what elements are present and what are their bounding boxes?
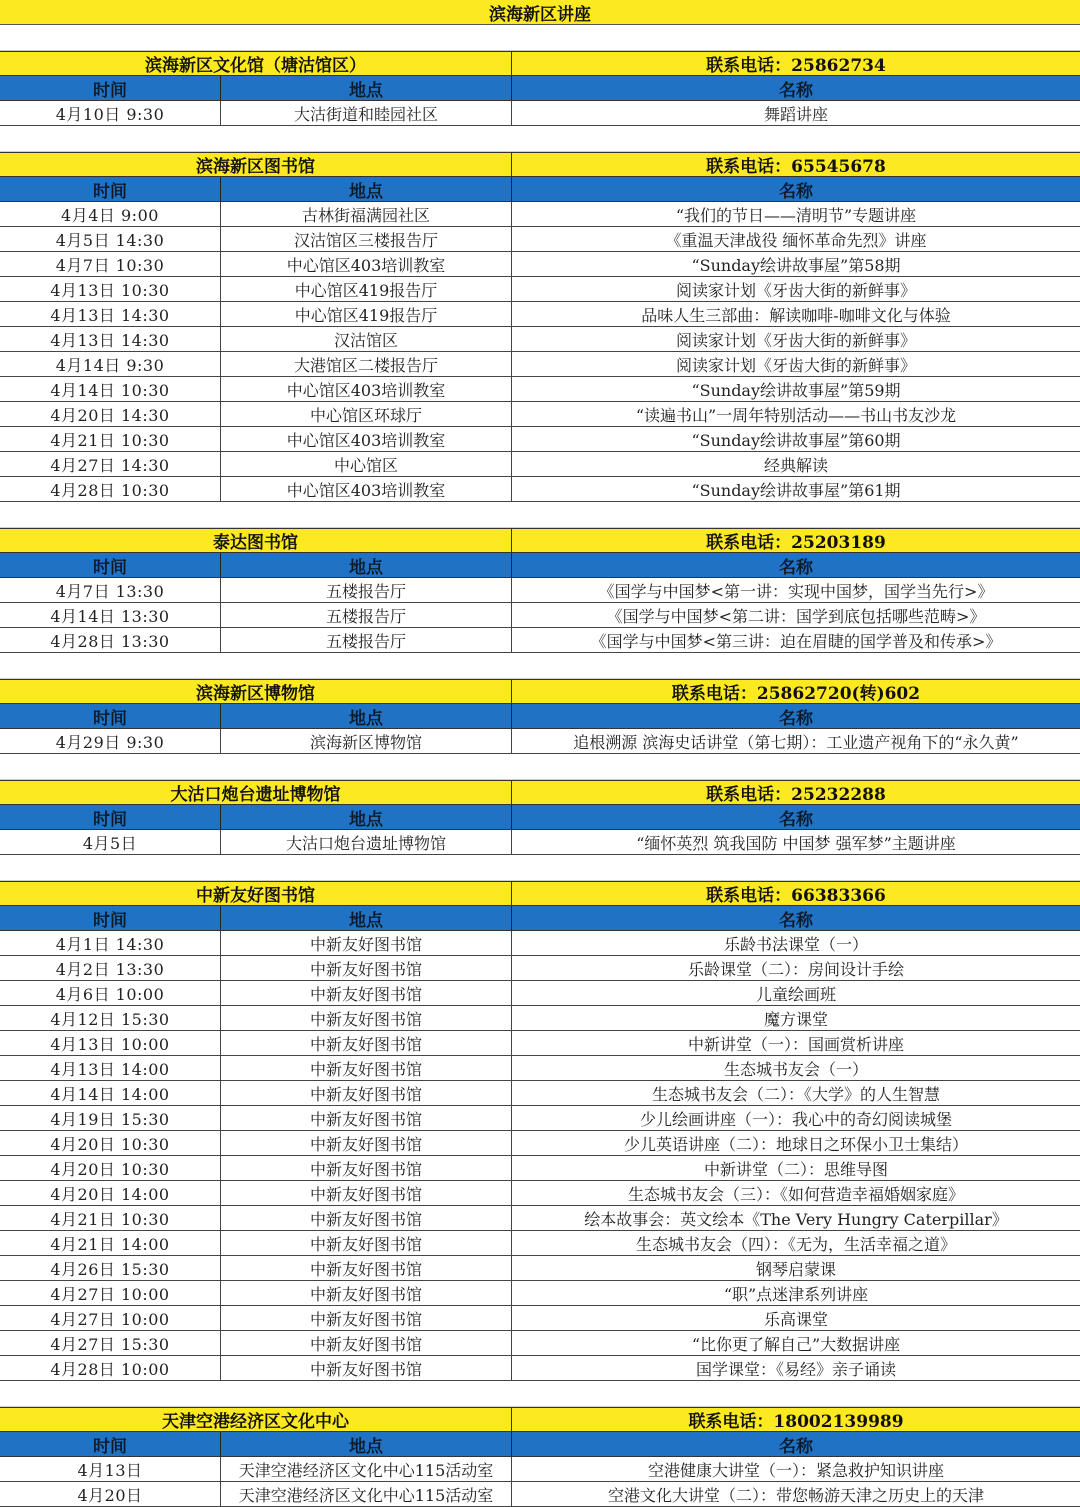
- cell-time: 4月2日 13:30: [0, 956, 221, 980]
- cell-time: 4月14日 14:00: [0, 1081, 221, 1105]
- venue-name: 天津空港经济区文化中心: [0, 1408, 512, 1431]
- venue-name: 大沽口炮台遗址博物馆: [0, 781, 512, 804]
- cell-place: 天津空港经济区文化中心115活动室: [221, 1482, 512, 1506]
- column-header-place: 地点: [221, 1432, 512, 1456]
- table-row: [0, 729, 1080, 754]
- column-header-row: [0, 906, 1080, 931]
- column-header-time: 时间: [0, 805, 221, 829]
- table-row: [0, 252, 1080, 277]
- column-header-place: 地点: [221, 805, 512, 829]
- cell-time: 4月20日 10:30: [0, 1131, 221, 1155]
- cell-time: 4月21日 10:30: [0, 1206, 221, 1230]
- column-header-time: 时间: [0, 1432, 221, 1456]
- cell-name: 空港健康大讲堂（一）：紧急救护知识讲座: [647, 1460, 944, 1480]
- column-header-row: [0, 704, 1080, 729]
- cell-time: 4月5日: [0, 830, 221, 854]
- table-row: [0, 1031, 1080, 1056]
- table-row: [0, 1131, 1080, 1156]
- cell-name: 品味人生三部曲：解读咖啡-咖啡文化与体验: [641, 305, 951, 325]
- venue-section: [0, 881, 1080, 1407]
- cell-name: 少儿绘画讲座（一）：我心中的奇幻阅读城堡: [639, 1109, 952, 1129]
- venue-section: [0, 679, 1080, 780]
- cell-name: 儿童绘画班: [755, 984, 836, 1004]
- table-row: [0, 1056, 1080, 1081]
- column-header-row: [0, 76, 1080, 101]
- venue-section: [0, 152, 1080, 528]
- cell-time: 4月13日 14:00: [0, 1056, 221, 1080]
- cell-place: 中心馆区419报告厅: [221, 277, 512, 301]
- cell-place: 中新友好图书馆: [221, 1156, 512, 1180]
- section-gap: [0, 1381, 1080, 1407]
- cell-place: 中新友好图书馆: [221, 1281, 512, 1305]
- table-row: [0, 1081, 1080, 1106]
- column-header-name: 名称: [779, 809, 813, 829]
- cell-time: 4月26日 15:30: [0, 1256, 221, 1280]
- table-row: [0, 477, 1080, 502]
- cell-time: 4月28日 10:30: [0, 477, 221, 501]
- section-gap: [0, 855, 1080, 881]
- cell-name: 《国学与中国梦<第一讲：实现中国梦，国学当先行>》: [598, 581, 994, 601]
- table-row: [0, 327, 1080, 352]
- venue-phone: 联系电话：66383366: [706, 886, 886, 905]
- cell-place: 滨海新区博物馆: [221, 729, 512, 753]
- column-header-name: 名称: [779, 910, 813, 930]
- table-row: [0, 402, 1080, 427]
- cell-time: 4月5日 14:30: [0, 227, 221, 251]
- cell-place: 汉沽馆区三楼报告厅: [221, 227, 512, 251]
- cell-place: 中新友好图书馆: [221, 1031, 512, 1055]
- table-row: [0, 1281, 1080, 1306]
- cell-name: 魔方课堂: [763, 1009, 828, 1029]
- cell-time: 4月13日 10:00: [0, 1031, 221, 1055]
- venue-section: [0, 1407, 1080, 1507]
- cell-name: 《国学与中国梦<第二讲：国学到底包括哪些范畴>》: [606, 606, 986, 626]
- column-header-time: 时间: [0, 177, 221, 201]
- table-row: [0, 931, 1080, 956]
- cell-place: 中新友好图书馆: [221, 1106, 512, 1130]
- table-row: [0, 377, 1080, 402]
- table-row: [0, 1206, 1080, 1231]
- venue-header-row: [0, 780, 1080, 805]
- cell-name: “比你更了解自己”大数据讲座: [691, 1334, 901, 1354]
- column-header-time: 时间: [0, 906, 221, 930]
- cell-place: 中心馆区环球厅: [221, 402, 512, 426]
- cell-place: 汉沽馆区: [221, 327, 512, 351]
- cell-place: 中新友好图书馆: [221, 1131, 512, 1155]
- table-row: [0, 1482, 1080, 1507]
- cell-place: 天津空港经济区文化中心115活动室: [221, 1457, 512, 1481]
- sheet-title: 滨海新区讲座: [489, 4, 591, 24]
- sheet-title-row: [0, 0, 1080, 25]
- venue-name: 滨海新区博物馆: [0, 680, 512, 703]
- cell-name: “缅怀英烈 筑我国防 中国梦 强军梦”主题讲座: [636, 833, 956, 853]
- cell-name: 阅读家计划《牙齿大街的新鲜事》: [675, 330, 916, 350]
- venue-header-row: [0, 679, 1080, 704]
- cell-time: 4月10日 9:30: [0, 101, 221, 125]
- column-header-row: [0, 553, 1080, 578]
- cell-name: “Sunday绘讲故事屋”第60期: [691, 430, 901, 450]
- cell-name: 乐龄课堂（二）：房间设计手绘: [687, 959, 904, 979]
- table-row: [0, 1356, 1080, 1381]
- column-header-place: 地点: [221, 76, 512, 100]
- cell-name: “Sunday绘讲故事屋”第58期: [691, 255, 901, 275]
- section-gap: [0, 653, 1080, 679]
- column-header-name: 名称: [779, 80, 813, 100]
- cell-time: 4月20日 14:00: [0, 1181, 221, 1205]
- table-row: [0, 981, 1080, 1006]
- cell-time: 4月6日 10:00: [0, 981, 221, 1005]
- venue-header-row: [0, 881, 1080, 906]
- column-header-row: [0, 177, 1080, 202]
- venue-name: 泰达图书馆: [0, 529, 512, 552]
- cell-time: 4月29日 9:30: [0, 729, 221, 753]
- cell-place: 中心馆区403培训教室: [221, 477, 512, 501]
- cell-name: 少儿英语讲座（二）：地球日之环保小卫士集结）: [623, 1134, 968, 1154]
- table-row: [0, 1331, 1080, 1356]
- cell-name: 中新讲堂（一）：国画赏析讲座: [687, 1034, 904, 1054]
- section-gap: [0, 754, 1080, 780]
- venue-header-row: [0, 1407, 1080, 1432]
- spacer-row: [0, 25, 1080, 51]
- cell-time: 4月13日 14:30: [0, 302, 221, 326]
- cell-name: 经典解读: [763, 455, 828, 475]
- cell-time: 4月14日 10:30: [0, 377, 221, 401]
- cell-place: 中新友好图书馆: [221, 1056, 512, 1080]
- table-row: [0, 1306, 1080, 1331]
- venue-name: 滨海新区图书馆: [0, 153, 512, 176]
- cell-time: 4月27日 10:00: [0, 1306, 221, 1330]
- cell-name: 《重温天津战役 缅怀革命先烈》讲座: [665, 230, 927, 250]
- table-row: [0, 101, 1080, 126]
- cell-time: 4月27日 15:30: [0, 1331, 221, 1355]
- table-row: [0, 452, 1080, 477]
- section-gap: [0, 502, 1080, 528]
- venue-phone: 联系电话：65545678: [706, 157, 886, 176]
- table-row: [0, 1156, 1080, 1181]
- table-row: [0, 830, 1080, 855]
- table-row: [0, 1231, 1080, 1256]
- column-header-place: 地点: [221, 177, 512, 201]
- table-row: [0, 202, 1080, 227]
- venue-section: [0, 528, 1080, 679]
- cell-name: “职”点迷津系列讲座: [723, 1284, 869, 1304]
- cell-name: “Sunday绘讲故事屋”第59期: [691, 380, 901, 400]
- cell-time: 4月21日 14:00: [0, 1231, 221, 1255]
- cell-name: 阅读家计划《牙齿大街的新鲜事》: [675, 280, 916, 300]
- cell-name: “Sunday绘讲故事屋”第61期: [691, 480, 901, 500]
- column-header-time: 时间: [0, 76, 221, 100]
- table-row: [0, 427, 1080, 452]
- cell-name: 阅读家计划《牙齿大街的新鲜事》: [675, 355, 916, 375]
- cell-place: 中新友好图书馆: [221, 1081, 512, 1105]
- cell-place: 古林街福满园社区: [221, 202, 512, 226]
- cell-place: 中新友好图书馆: [221, 1331, 512, 1355]
- column-header-name: 名称: [779, 708, 813, 728]
- cell-name: “读遍书山”一周年特别活动——书山书友沙龙: [635, 405, 957, 425]
- cell-place: 中新友好图书馆: [221, 931, 512, 955]
- venue-phone: 联系电话：25862734: [706, 56, 886, 75]
- section-gap: [0, 126, 1080, 152]
- column-header-name: 名称: [779, 181, 813, 201]
- column-header-row: [0, 1432, 1080, 1457]
- cell-name: 绘本故事会：英文绘本《The Very Hungry Caterpillar》: [584, 1209, 1008, 1229]
- cell-place: 中心馆区419报告厅: [221, 302, 512, 326]
- cell-time: 4月14日 9:30: [0, 352, 221, 376]
- cell-time: 4月20日 10:30: [0, 1156, 221, 1180]
- cell-name: 追根溯源 滨海史话讲堂（第七期）：工业遗产视角下的“永久黄”: [573, 732, 1019, 752]
- column-header-time: 时间: [0, 704, 221, 728]
- cell-time: 4月7日 10:30: [0, 252, 221, 276]
- table-row: [0, 628, 1080, 653]
- cell-place: 中心馆区403培训教室: [221, 427, 512, 451]
- cell-name: 乐龄书法课堂（一）: [723, 934, 868, 954]
- cell-name: 生态城书友会（二）：《大学》的人生智慧: [651, 1084, 940, 1104]
- table-row: [0, 1256, 1080, 1281]
- cell-time: 4月19日 15:30: [0, 1106, 221, 1130]
- cell-name: 生态城书友会（三）：《如何营造幸福婚姻家庭》: [627, 1184, 964, 1204]
- cell-time: 4月28日 10:00: [0, 1356, 221, 1380]
- venue-phone: 联系电话：25203189: [706, 533, 886, 552]
- cell-place: 中心馆区: [221, 452, 512, 476]
- column-header-name: 名称: [779, 557, 813, 577]
- column-header-name: 名称: [779, 1436, 813, 1456]
- venue-name: 滨海新区文化馆（塘沽馆区）: [0, 52, 512, 75]
- cell-place: 中新友好图书馆: [221, 1356, 512, 1380]
- cell-time: 4月21日 10:30: [0, 427, 221, 451]
- column-header-place: 地点: [221, 704, 512, 728]
- cell-time: 4月20日: [0, 1482, 221, 1506]
- cell-place: 五楼报告厅: [221, 578, 512, 602]
- cell-name: 乐高课堂: [763, 1309, 828, 1329]
- cell-time: 4月28日 13:30: [0, 628, 221, 652]
- venue-section: [0, 51, 1080, 152]
- cell-place: 中新友好图书馆: [221, 1231, 512, 1255]
- cell-place: 中新友好图书馆: [221, 1306, 512, 1330]
- column-header-place: 地点: [221, 553, 512, 577]
- cell-time: 4月1日 14:30: [0, 931, 221, 955]
- column-header-time: 时间: [0, 553, 221, 577]
- cell-time: 4月13日 14:30: [0, 327, 221, 351]
- table-row: [0, 956, 1080, 981]
- cell-place: 中新友好图书馆: [221, 1256, 512, 1280]
- cell-place: 中新友好图书馆: [221, 1006, 512, 1030]
- cell-place: 大沽街道和睦园社区: [221, 101, 512, 125]
- cell-time: 4月14日 13:30: [0, 603, 221, 627]
- cell-place: 大沽口炮台遗址博物馆: [221, 830, 512, 854]
- venue-header-row: [0, 152, 1080, 177]
- cell-place: 中心馆区403培训教室: [221, 377, 512, 401]
- table-row: [0, 1181, 1080, 1206]
- cell-time: 4月4日 9:00: [0, 202, 221, 226]
- venue-phone: 联系电话：25862720(转)602: [671, 684, 921, 703]
- cell-name: 钢琴启蒙课: [755, 1259, 836, 1279]
- cell-place: 中新友好图书馆: [221, 1206, 512, 1230]
- cell-time: 4月13日: [0, 1457, 221, 1481]
- table-row: [0, 1457, 1080, 1482]
- cell-name: “我们的节日——清明节”专题讲座: [675, 205, 917, 225]
- cell-name: 空港文化大讲堂（二）：带您畅游天津之历史上的天津: [607, 1485, 984, 1505]
- table-row: [0, 227, 1080, 252]
- cell-name: 生态城书友会（一）: [723, 1059, 868, 1079]
- cell-place: 中新友好图书馆: [221, 956, 512, 980]
- venue-sections: [0, 51, 1080, 1507]
- cell-place: 中新友好图书馆: [221, 1181, 512, 1205]
- venue-section: [0, 780, 1080, 881]
- venue-name: 中新友好图书馆: [0, 882, 512, 905]
- cell-name: 国学课堂：《易经》亲子诵读: [695, 1359, 896, 1379]
- cell-time: 4月27日 14:30: [0, 452, 221, 476]
- cell-place: 中新友好图书馆: [221, 981, 512, 1005]
- venue-header-row: [0, 51, 1080, 76]
- cell-time: 4月12日 15:30: [0, 1006, 221, 1030]
- table-row: [0, 1106, 1080, 1131]
- venue-phone: 联系电话：18002139989: [688, 1412, 904, 1431]
- cell-place: 五楼报告厅: [221, 603, 512, 627]
- cell-name: 生态城书友会（四）：《无为，生活幸福之道》: [635, 1234, 956, 1254]
- venue-phone: 联系电话：25232288: [706, 785, 886, 804]
- cell-time: 4月27日 10:00: [0, 1281, 221, 1305]
- cell-time: 4月13日 10:30: [0, 277, 221, 301]
- cell-time: 4月20日 14:30: [0, 402, 221, 426]
- cell-time: 4月7日 13:30: [0, 578, 221, 602]
- table-row: [0, 352, 1080, 377]
- table-row: [0, 302, 1080, 327]
- cell-place: 中心馆区403培训教室: [221, 252, 512, 276]
- column-header-row: [0, 805, 1080, 830]
- venue-header-row: [0, 528, 1080, 553]
- table-row: [0, 578, 1080, 603]
- cell-place: 大港馆区二楼报告厅: [221, 352, 512, 376]
- table-row: [0, 277, 1080, 302]
- cell-name: 中新讲堂（二）：思维导图: [703, 1159, 888, 1179]
- cell-place: 五楼报告厅: [221, 628, 512, 652]
- cell-name: 《国学与中国梦<第三讲：迫在眉睫的国学普及和传承>》: [590, 631, 1002, 651]
- cell-name: 舞蹈讲座: [763, 104, 828, 124]
- table-row: [0, 603, 1080, 628]
- table-row: [0, 1006, 1080, 1031]
- column-header-place: 地点: [221, 906, 512, 930]
